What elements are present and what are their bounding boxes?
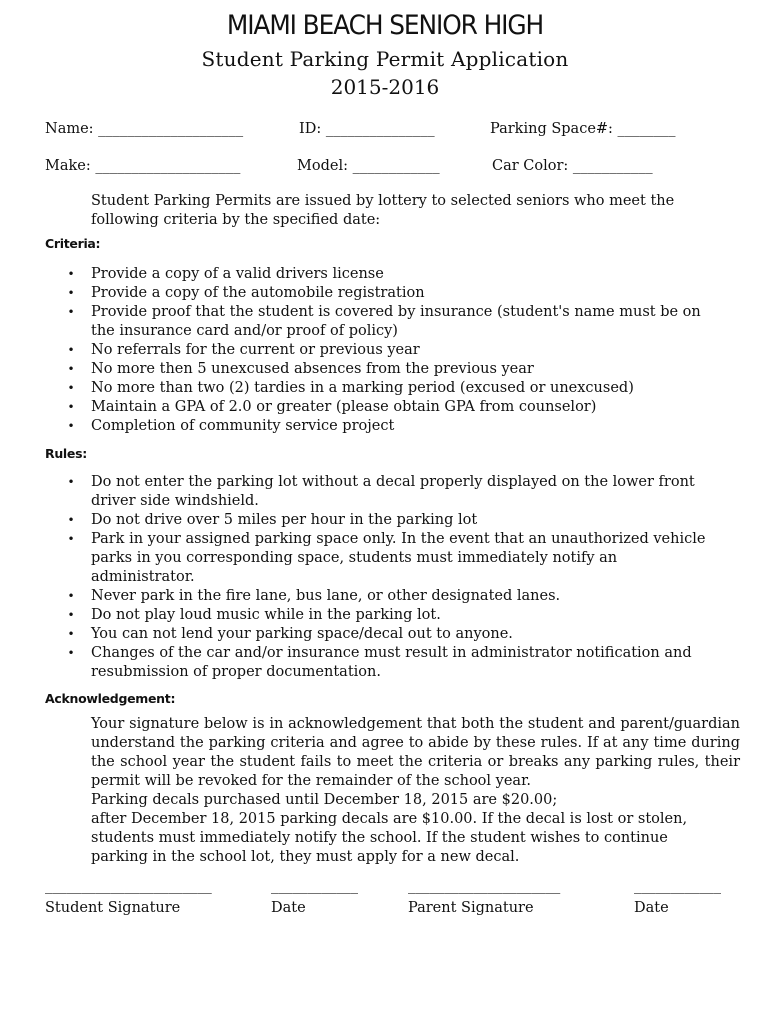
criteria-item [0, 303, 716, 341]
school-name: MIAMI BEACH SENIOR HIGH [226, 10, 544, 41]
bullet-icon: • [67, 627, 75, 641]
parent-signature-line[interactable]: _____________________ [408, 878, 561, 894]
car-color-field[interactable]: Car Color: ___________ [492, 158, 653, 174]
rule-item [0, 587, 716, 606]
criteria-item-text: Completion of community service project [91, 418, 395, 434]
parking-space-field[interactable]: Parking Space#: ________ [490, 121, 676, 137]
decal-info-line: parking in the school lot, they must apply for a new decal. [91, 849, 520, 865]
rule-item [0, 625, 716, 644]
student-date-line[interactable]: ____________ [271, 878, 358, 894]
decal-info-line: students must immediately notify the school. If the student wishes to continue [91, 830, 668, 846]
student-signature-label: Student Signature [45, 900, 181, 916]
rule-item-text: Park in your assigned parking space only. In the event that an unauthorized vehicle parks in you corresponding space, students must immediately notify an administrator. [91, 531, 706, 585]
rule-item-text: Do not enter the parking lot without a decal properly displayed on the lower front driver side windshield. [91, 474, 695, 509]
criteria-item-text: No more then 5 unexcused absences from the previous year [91, 361, 534, 377]
id-field[interactable]: ID: _______________ [299, 121, 435, 137]
bullet-icon: • [67, 286, 75, 300]
parent-date-label: Date [634, 900, 669, 916]
bullet-icon: • [67, 589, 75, 603]
bullet-icon: • [67, 400, 75, 414]
bullet-icon: • [67, 343, 75, 357]
criteria-item-text: Provide proof that the student is covered by insurance (student's name must be on the insurance card and/or proof of policy) [91, 304, 701, 339]
rule-item [0, 530, 716, 587]
form-title: Student Parking Permit Application [201, 47, 569, 71]
criteria-item [0, 417, 716, 436]
criteria-item-text: No more than two (2) tardies in a marking period (excused or unexcused) [91, 380, 634, 396]
acknowledgement-heading: Acknowledgement: [45, 691, 176, 706]
bullet-icon: • [67, 532, 75, 546]
model-field[interactable]: Model: ____________ [297, 158, 440, 174]
criteria-list [0, 265, 770, 436]
bullet-icon: • [67, 267, 75, 281]
bullet-icon: • [67, 381, 75, 395]
school-year: 2015-2016 [330, 75, 440, 99]
rule-item [0, 473, 716, 511]
name-field[interactable]: Name: ____________________ [45, 121, 244, 137]
bullet-icon: • [67, 419, 75, 433]
decal-info-line: Parking decals purchased until December 18, 2015 are $20.00; [91, 792, 558, 808]
criteria-item-text: Maintain a GPA of 2.0 or greater (please obtain GPA from counselor) [91, 399, 597, 415]
rule-item-text: Do not play loud music while in the parking lot. [91, 607, 441, 623]
bullet-icon: • [67, 362, 75, 376]
bullet-icon: • [67, 305, 75, 319]
criteria-item [0, 284, 716, 303]
decal-info [91, 791, 741, 867]
parent-signature-label: Parent Signature [408, 900, 534, 916]
rule-item [0, 644, 716, 682]
bullet-icon: • [67, 646, 75, 660]
criteria-item [0, 360, 716, 379]
bullet-icon: • [67, 608, 75, 622]
student-date-label: Date [271, 900, 306, 916]
rule-item-text: Do not drive over 5 miles per hour in the parking lot [91, 512, 478, 528]
criteria-item-text: No referrals for the current or previous year [91, 342, 420, 358]
rules-heading: Rules: [45, 446, 87, 461]
parent-date-line[interactable]: ____________ [634, 878, 721, 894]
student-signature-line[interactable]: _______________________ [45, 878, 212, 894]
intro-paragraph: Student Parking Permits are issued by lottery to selected seniors who meet the following criteria by the specified date: [91, 193, 675, 228]
criteria-item [0, 341, 716, 360]
acknowledgement-paragraph: Your signature below is in acknowledgement that both the student and parent/guardian understand the parking criteria and agree to abide by these rules. If at any time during the school year the student fails to meet the criteria or breaks any parking rules, their permit will be revoked for the remainder of the school year. [91, 716, 740, 789]
rule-item [0, 511, 716, 530]
rules-list [0, 473, 770, 682]
rule-item-text: Changes of the car and/or insurance must result in administrator notification and resubmission of proper documentation. [91, 645, 692, 680]
criteria-heading: Criteria: [45, 236, 101, 251]
bullet-icon: • [67, 513, 75, 527]
criteria-item [0, 398, 716, 417]
criteria-item [0, 265, 716, 284]
bullet-icon: • [67, 475, 75, 489]
criteria-item [0, 379, 716, 398]
criteria-item-text: Provide a copy of the automobile registration [91, 285, 425, 301]
decal-info-line: after December 18, 2015 parking decals are $10.00. If the decal is lost or stolen, [91, 811, 688, 827]
rule-item [0, 606, 716, 625]
rule-item-text: You can not lend your parking space/decal out to anyone. [91, 626, 513, 642]
make-field[interactable]: Make: ____________________ [45, 158, 241, 174]
rule-item-text: Never park in the fire lane, bus lane, or other designated lanes. [91, 588, 561, 604]
criteria-item-text: Provide a copy of a valid drivers license [91, 266, 384, 282]
